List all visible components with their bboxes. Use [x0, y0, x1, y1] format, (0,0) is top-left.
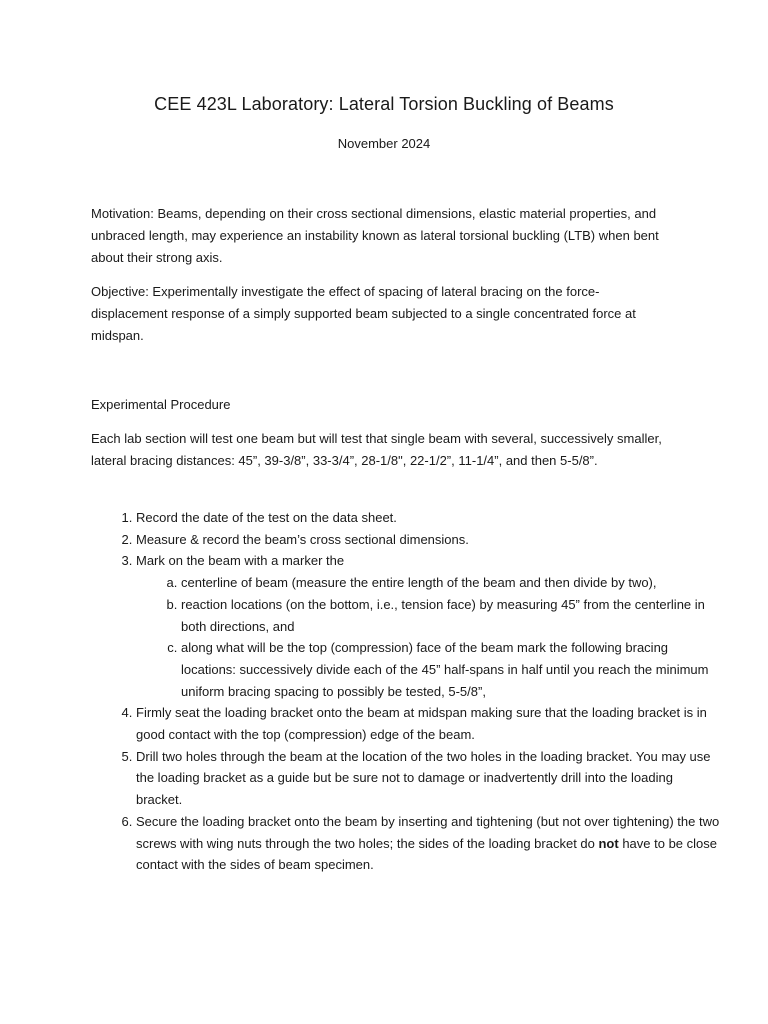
procedure-substep: [181, 594, 721, 637]
procedure-step: [136, 811, 721, 876]
procedure-step: [136, 529, 721, 551]
step-text: Record the date of the test on the data sheet.: [136, 510, 397, 525]
procedure-substeps-list: [136, 572, 721, 702]
procedure-step: [136, 702, 721, 745]
procedure-intro-paragraph: Each lab section will test one beam but will test that single beam with several, successively smaller, lateral bracing distances: 45”, 39-3/8”, 33-3/4”, 28-1/8", 22-1/2”, 11-1/4”, and then 5-5/8”.: [91, 431, 662, 468]
step-text: Measure & record the beam’s cross sectional dimensions.: [136, 531, 469, 547]
step-text-before: Secure the loading bracket onto the beam by inserting and tightening (but not over tightening) the two screws with wing nuts through the two holes; the sides of the loading bracket do: [136, 813, 720, 851]
procedure-step: [136, 746, 721, 811]
document-date: November 2024: [337, 136, 431, 151]
step-text: Firmly seat the loading bracket onto the beam at midspan making sure that the loading bracket is in good contact with the top (compression) edge of the beam.: [136, 705, 707, 743]
substep-text: along what will be the top (compression) face of the beam mark the following bracing locations: successively divide each of the 45” half-spans in half until you reach the minimum uniform bracing spacing to possibly be tested, 5-5/8”,: [181, 640, 709, 699]
substep-text: centerline of beam (measure the entire length of the beam and then divide by two),: [181, 575, 657, 591]
emphasis-not: not: [598, 835, 619, 851]
procedure-step: [136, 550, 721, 702]
procedure-steps-list: [91, 507, 721, 876]
motivation-paragraph: Motivation: Beams, depending on their cross sectional dimensions, elastic material properties, and unbraced length, may experience an instability known as lateral torsional buckling (LTB) when bent about their strong axis.: [91, 206, 659, 265]
step-text: Drill two holes through the beam at the location of the two holes in the loading bracket. You may use the loading bracket as a guide but be sure not to damage or inadvertently drill into the loading bracket.: [136, 748, 711, 808]
procedure-step: [136, 507, 721, 529]
objective-paragraph: Objective: Experimentally investigate the effect of spacing of lateral bracing on the force-displacement response of a simply supported beam subjected to a single concentrated force at midspan.: [91, 284, 636, 343]
substep-text: reaction locations (on the bottom, i.e., tension face) by measuring 45” from the centerline in both directions, and: [181, 596, 705, 634]
procedure-substep: [181, 637, 721, 702]
document-title: CEE 423L Laboratory: Lateral Torsion Buckling of Beams: [154, 94, 614, 114]
procedure-heading: Experimental Procedure: [91, 397, 231, 412]
procedure-substep: [181, 572, 721, 594]
step-text-after: have to be close contact with the sides of beam specimen.: [136, 835, 717, 873]
step-text: Mark on the beam with a marker the: [136, 553, 345, 569]
